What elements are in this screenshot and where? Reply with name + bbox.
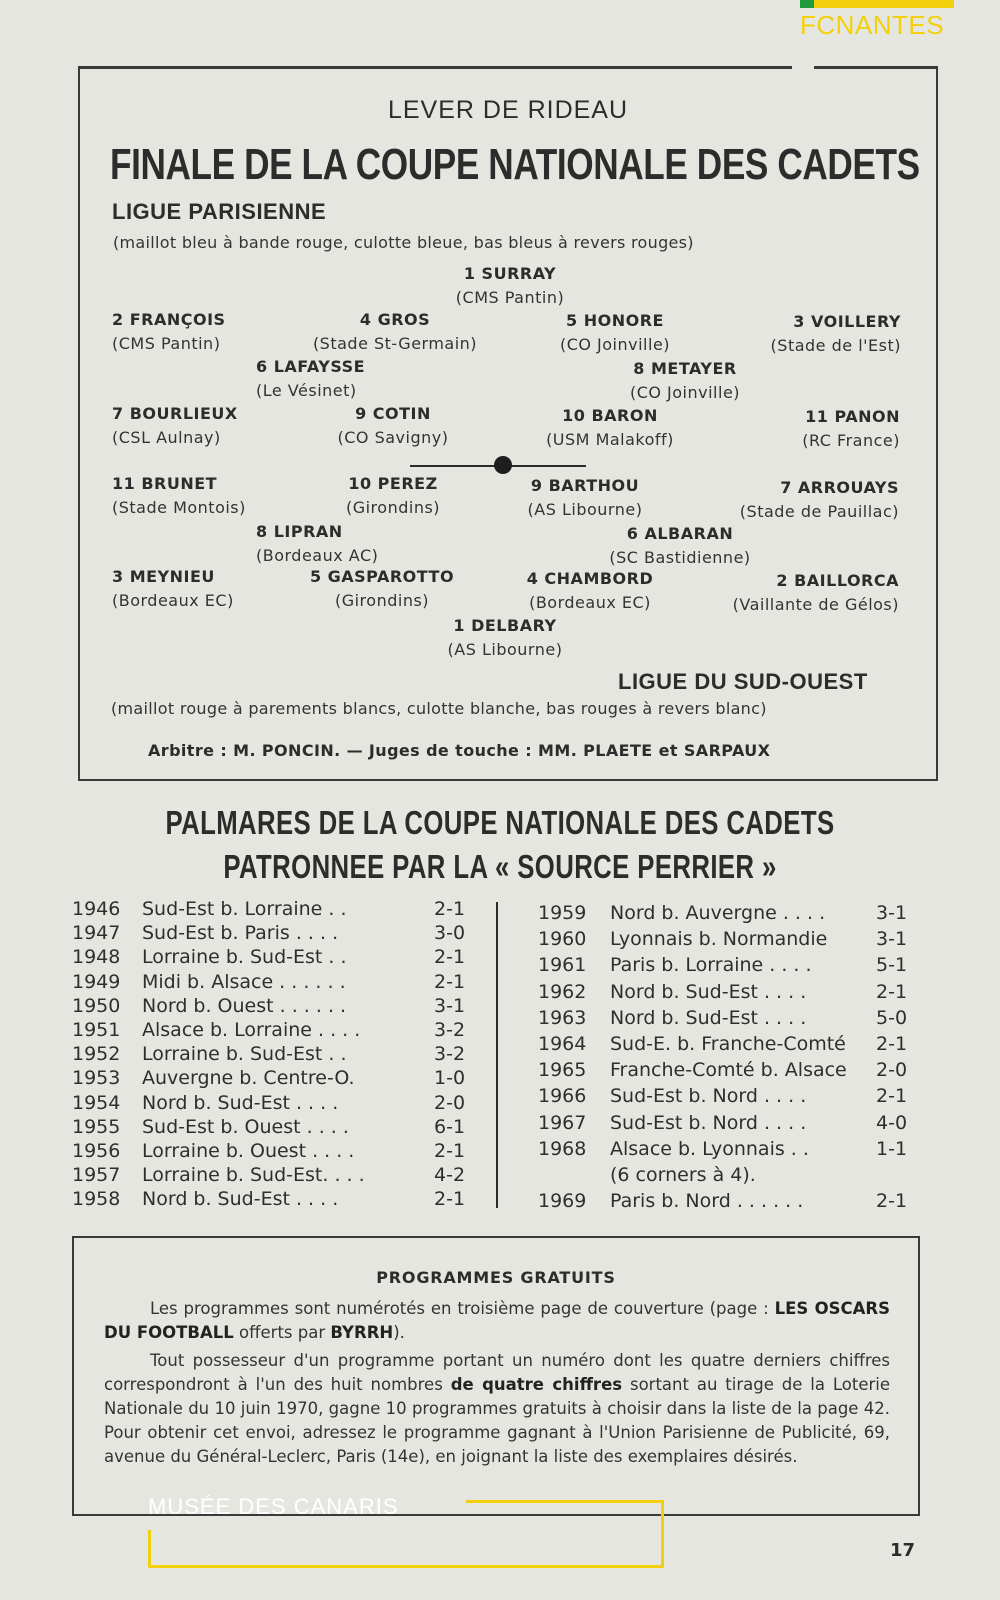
kit-paris: (maillot bleu à bande rouge, culotte bleue, bas bleus à revers rouges) [113,233,694,252]
palmares-match: Lyonnais b. Normandie [610,928,828,951]
palmares-year: 1950 [72,994,121,1017]
palmares-score: 2-1 [876,1190,908,1213]
palmares-year: 1953 [72,1067,121,1090]
palmares-year: 1962 [538,980,587,1003]
palmares-score: 2-1 [434,898,466,920]
palmares-row [538,1164,902,1188]
player-bourlieux: 7 BOURLIEUX (CSL Aulnay) [112,404,238,447]
musee-watermark [148,1494,664,1570]
palmares-score: 3-1 [876,902,908,924]
palmares-year: 1964 [538,1033,587,1055]
palmares-row [538,902,908,926]
palmares-row [72,1067,472,1091]
palmares-year: 1967 [538,1111,587,1134]
palmares-match: Sud-Est b. Lorraine . . [142,898,347,920]
palmares-score: 1-1 [876,1137,908,1160]
palmares-divider [496,902,498,1208]
palmares-match: (6 corners à 4). [610,1164,756,1186]
palmares-row [72,995,472,1019]
player-panon: 11 PANON (RC France) [802,407,900,450]
palmares-match: Midi b. Alsace . . . . . . [142,970,346,993]
palmares-right-list [538,902,908,1222]
palmares-match: Alsace b. Lyonnais . . [610,1137,809,1160]
palmares-year: 1952 [72,1043,121,1066]
palmares-match: Sud-Est b. Ouest . . . . [142,1115,349,1138]
player-francois: 2 FRANÇOIS (CMS Pantin) [112,310,226,353]
league-sudouest: LIGUE DU SUD-OUEST [618,669,868,694]
palmares-year: 1961 [538,954,587,977]
player-honore: 5 HONORE (CO Joinville) [559,311,671,354]
palmares-match: Paris b. Lorraine . . . . [610,954,812,977]
palmares-row [72,1019,472,1043]
palmares-match: Sud-Est b. Nord . . . . [610,1111,807,1134]
watermark-bottom-text: MUSÉE DES CANARIS [148,1494,399,1519]
palmares-year: 1949 [72,970,121,993]
fcnantes-watermark [800,0,954,50]
palmares-title-2: PATRONNEE PAR LA « SOURCE PERRIER » [223,848,777,885]
palmares-score: 6-1 [434,1115,466,1138]
player-cotin: 9 COTIN (CO Savigny) [337,404,449,447]
palmares-match: Nord b. Sud-Est . . . . [610,980,807,1003]
palmares-row [72,1116,472,1140]
palmares-match: Lorraine b. Sud-Est. . . . [142,1164,365,1187]
palmares-score: 5-0 [876,1006,908,1029]
player-lafaysse: 6 LAFAYSSE (Le Vésinet) [256,357,366,400]
palmares-year: 1959 [538,902,587,924]
player-voillery: 3 VOILLERY (Stade de l'Est) [770,312,901,355]
palmares-score: 3-0 [434,922,466,945]
player-meynieu: 3 MEYNIEU (Bordeaux EC) [112,567,234,610]
ball-icon [494,456,512,474]
officials: Arbitre : M. PONCIN. — Juges de touche : MM. PLAETE et SARPAUX [148,741,771,760]
palmares-row [72,898,472,922]
palmares-row [538,1033,908,1057]
page-number: 17 [890,1540,916,1561]
programmes-paragraph-2: Tout possesseur d'un programme portant un numéro dont les quatre derniers chiffres correspondront à l'un des huit nombres de quatre chiffres sortant au tirage de la Loterie Nationale du 10 juin 1970, gagne 10 programmes gratuits à choisir dans la liste de la page 42. Pour obtenir cet envoi, adressez le programme gagnant à l'Union Parisienne de Publicité, 69, avenue du Général-Leclerc, Paris (14e), en joignant la liste des exemplaires désirés. [104,1351,890,1466]
palmares-year: 1954 [72,1091,121,1114]
palmares-year: 1960 [538,928,587,951]
palmares-year: 1968 [538,1137,587,1160]
kit-sudouest: (maillot rouge à parements blancs, culotte blanche, bas rouges à revers blanc) [111,699,767,718]
palmares-year: 1947 [72,922,121,945]
palmares-match: Sud-E. b. Franche-Comté [610,1033,846,1055]
player-gros: 4 GROS (Stade St-Germain) [312,310,478,353]
watermark-text: FCNANTES [800,10,945,40]
palmares-year: 1946 [72,898,121,920]
palmares-match: Nord b. Ouest . . . . . . [142,994,347,1017]
palmares-score: 4-0 [876,1111,908,1134]
palmares-row [538,1059,908,1083]
palmares-row [538,1085,908,1109]
player-barthou: 9 BARTHOU (AS Libourne) [527,476,643,519]
palmares-match: Sud-Est b. Nord . . . . [610,1085,807,1108]
palmares-score: 3-2 [434,1019,466,1041]
palmares-row [72,1043,472,1067]
palmares-score: 1-0 [434,1067,466,1090]
programmes-title: PROGRAMMES GRATUITS [376,1268,616,1287]
palmares-match: Sud-Est b. Paris . . . . [142,922,339,945]
programmes-paragraph-1: Les programmes sont numérotés en troisième page de couverture (page : LES OSCARS DU FOOTBALL offerts par BYRRH). [104,1299,890,1342]
palmares-year: 1965 [538,1059,587,1082]
palmares-score: 2-0 [434,1091,466,1114]
palmares-score: 2-1 [434,970,466,993]
palmares-row [538,1111,908,1136]
player-albaran: 6 ALBARAN (SC Bastidienne) [609,524,751,567]
palmares-row [538,954,908,978]
palmares-match: Auvergne b. Centre-O. [142,1067,355,1090]
player-lipran: 8 LIPRAN (Bordeaux AC) [256,522,379,565]
player-metayer: 8 METAYER (CO Joinville) [629,359,741,402]
player-brunet: 11 BRUNET (Stade Montois) [112,474,246,517]
watermark-green-bar [800,0,814,8]
palmares-score: 5-1 [876,954,908,977]
palmares-score: 3-1 [876,928,908,951]
palmares-year: 1955 [72,1115,121,1138]
palmares-row [72,1092,472,1116]
palmares-row [72,1140,472,1164]
palmares-score: 2-0 [876,1059,908,1082]
palmares-year: 1957 [72,1164,121,1187]
palmares-year: 1948 [72,946,121,969]
palmares-year: 1963 [538,1006,587,1029]
palmares-year: 1966 [538,1085,587,1108]
palmares-row [538,928,908,952]
palmares-row [72,971,472,995]
palmares-row [72,1164,472,1188]
palmares-score: 2-1 [434,1140,466,1162]
palmares-score: 2-1 [434,1188,466,1211]
palmares-score: 3-1 [434,994,466,1017]
player-baillorca: 2 BAILLORCA (Vaillante de Gélos) [732,571,899,614]
palmares-match: Lorraine b. Sud-Est . . [142,946,347,969]
palmares-row [72,946,472,970]
league-paris: LIGUE PARISIENNE [112,199,327,224]
palmares-score: 2-1 [876,1085,908,1108]
player-perez: 10 PEREZ (Girondins) [345,474,441,517]
palmares-row [538,1190,908,1214]
player-gasparotto: 5 GASPAROTTO (Girondins) [309,567,455,610]
palmares-row [538,980,908,1005]
palmares-year: 1958 [72,1188,121,1211]
palmares-match: Lorraine b. Ouest . . . . [142,1140,355,1162]
player-arrouays: 7 ARROUAYS (Stade de Pauillac) [739,478,899,521]
palmares-year: 1951 [72,1019,121,1041]
palmares-row [72,922,472,946]
palmares-row [538,1006,908,1031]
palmares-match: Franche-Comté b. Alsace [610,1059,847,1082]
palmares-year: 1956 [72,1140,121,1162]
palmares-match: Nord b. Sud-Est . . . . [142,1188,339,1211]
headline: FINALE DE LA COUPE NATIONALE DES CADETS [110,140,920,189]
player-baron: 10 BARON (USM Malakoff) [546,406,674,449]
player-chambord: 4 CHAMBORD (Bordeaux EC) [526,569,654,612]
watermark-yellow-bar [814,0,954,8]
palmares-left-list [72,898,472,1218]
palmares-score: 2-1 [434,946,466,969]
player-delbary: 1 DELBARY (AS Libourne) [447,616,563,659]
player-surray: 1 SURRAY (CMS Pantin) [455,264,565,307]
palmares-match: Nord b. Auvergne . . . . [610,902,826,924]
palmares-match: Nord b. Sud-Est . . . . [142,1091,339,1114]
palmares-match: Paris b. Nord . . . . . . [610,1190,804,1213]
palmares-match: Lorraine b. Sud-Est . . [142,1043,347,1066]
palmares-title-1: PALMARES DE LA COUPE NATIONALE DES CADETS [165,804,835,841]
curtain-raiser: LEVER DE RIDEAU [387,96,629,124]
palmares-match: Nord b. Sud-Est . . . . [610,1006,807,1029]
palmares-score: 4-2 [434,1164,466,1187]
palmares-score: 2-1 [876,1033,908,1055]
palmares-match: Alsace b. Lorraine . . . . [142,1019,361,1041]
palmares-row [538,1137,908,1162]
palmares-score: 2-1 [876,980,908,1003]
palmares-score: 3-2 [434,1043,466,1066]
palmares-year: 1969 [538,1190,587,1213]
palmares-row [72,1188,472,1212]
